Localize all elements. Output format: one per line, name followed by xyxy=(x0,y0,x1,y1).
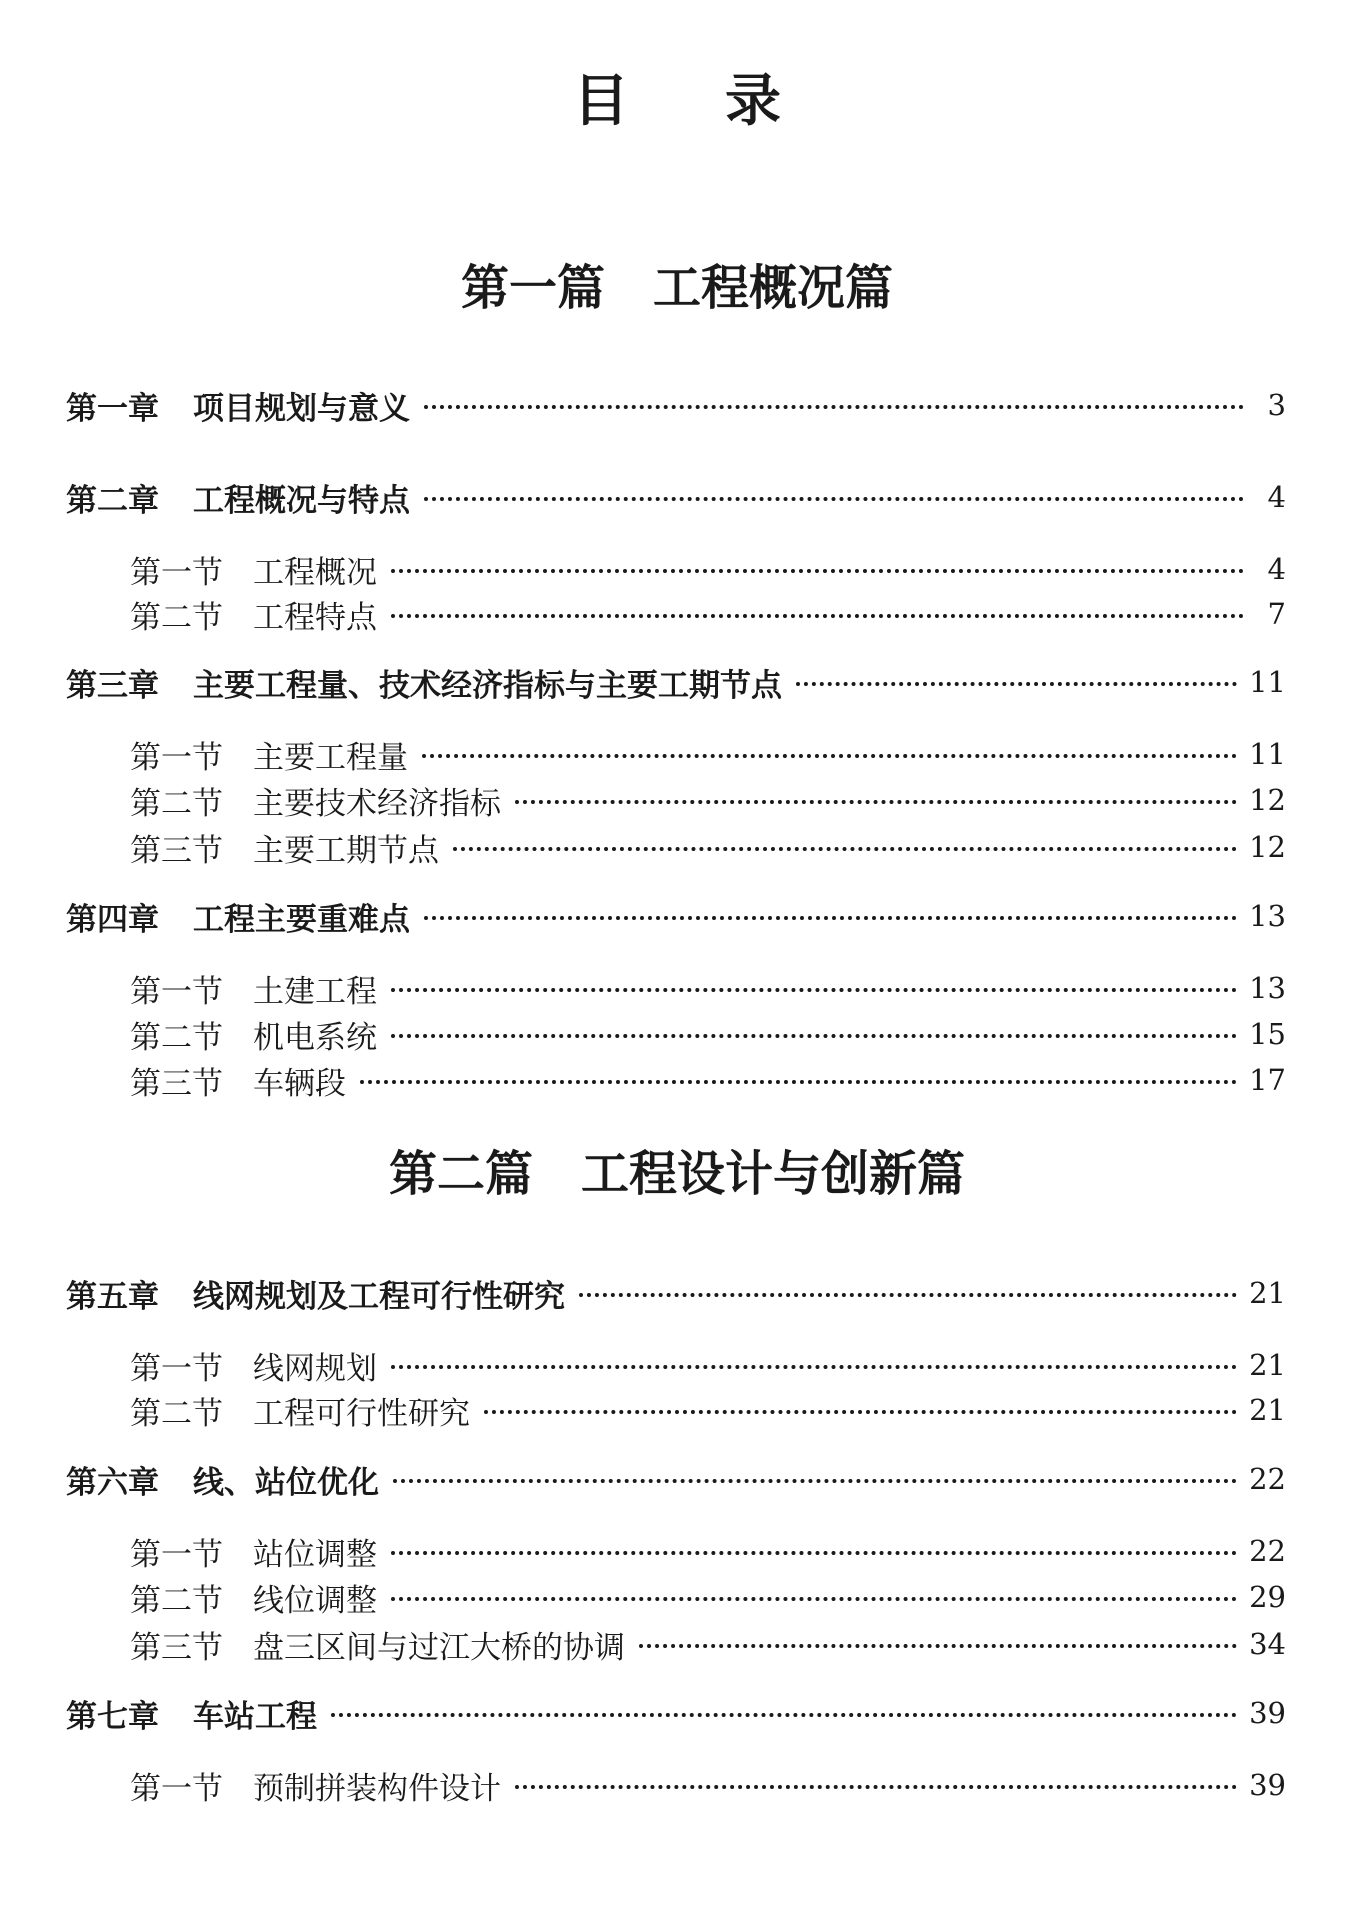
chapter-number: 第四章 xyxy=(66,901,159,938)
section-title: 预制拼装构件设计 xyxy=(253,1770,501,1807)
section-number: 第一节 xyxy=(130,1350,223,1387)
page-number: 39 xyxy=(1249,1768,1286,1802)
page-number: 21 xyxy=(1249,1348,1286,1382)
dot-leader xyxy=(453,847,1237,851)
section-title: 站位调整 xyxy=(253,1536,377,1573)
dot-leader xyxy=(391,1551,1237,1555)
part-name: 工程设计与创新篇 xyxy=(581,1146,966,1202)
dot-leader xyxy=(796,682,1237,686)
toc-chapter-row[interactable] xyxy=(66,476,1286,518)
section-number: 第一节 xyxy=(130,554,223,591)
dot-leader xyxy=(515,800,1237,804)
chapter-number: 第二章 xyxy=(66,482,159,519)
toc-section-row[interactable] xyxy=(130,967,1286,1009)
section-number: 第三节 xyxy=(130,832,223,869)
dot-leader xyxy=(391,1365,1237,1369)
chapter-title: 线网规划及工程可行性研究 xyxy=(193,1278,565,1315)
dot-leader xyxy=(331,1713,1237,1717)
dot-leader xyxy=(639,1644,1237,1648)
toc-section-row[interactable] xyxy=(130,1013,1286,1055)
page-number: 34 xyxy=(1249,1627,1286,1661)
dot-leader xyxy=(360,1080,1237,1084)
toc-section-row[interactable] xyxy=(130,733,1286,775)
toc-section-row[interactable] xyxy=(130,1576,1286,1618)
toc-section-row[interactable] xyxy=(130,548,1286,590)
section-number: 第一节 xyxy=(130,739,223,776)
dot-leader xyxy=(391,614,1244,618)
section-title: 线位调整 xyxy=(253,1582,377,1619)
page-number: 3 xyxy=(1267,388,1286,422)
page-number: 11 xyxy=(1249,665,1286,699)
section-title: 工程特点 xyxy=(253,599,377,636)
section-title: 盘三区间与过江大桥的协调 xyxy=(253,1629,625,1666)
dot-leader xyxy=(579,1293,1237,1297)
toc-chapter-row[interactable] xyxy=(66,661,1286,703)
page-number: 12 xyxy=(1249,830,1286,864)
toc-chapter-row[interactable] xyxy=(66,384,1286,426)
page-number: 17 xyxy=(1249,1063,1286,1097)
toc-section-row[interactable] xyxy=(130,826,1286,868)
section-title: 机电系统 xyxy=(253,1019,377,1056)
chapter-title: 工程概况与特点 xyxy=(193,482,410,519)
section-number: 第二节 xyxy=(130,785,223,822)
dot-leader xyxy=(515,1785,1237,1789)
page-title: 目录 xyxy=(573,69,877,134)
toc-chapter-row[interactable] xyxy=(66,895,1286,937)
toc-chapter-row[interactable] xyxy=(66,1692,1286,1734)
chapter-number: 第五章 xyxy=(66,1278,159,1315)
section-number: 第一节 xyxy=(130,1770,223,1807)
chapter-number: 第六章 xyxy=(66,1464,159,1501)
section-number: 第二节 xyxy=(130,1019,223,1056)
toc-section-row[interactable] xyxy=(130,1530,1286,1572)
section-title: 工程概况 xyxy=(253,554,377,591)
chapter-title: 车站工程 xyxy=(193,1698,317,1735)
toc-section-row[interactable] xyxy=(130,1389,1286,1431)
page-number: 22 xyxy=(1249,1462,1286,1496)
section-number: 第二节 xyxy=(130,1395,223,1432)
chapter-title: 线、站位优化 xyxy=(193,1464,379,1501)
section-title: 主要工期节点 xyxy=(253,832,439,869)
toc-section-row[interactable] xyxy=(130,1764,1286,1806)
section-number: 第二节 xyxy=(130,599,223,636)
dot-leader xyxy=(424,916,1237,920)
page-number: 12 xyxy=(1249,783,1286,817)
toc-chapter-row[interactable] xyxy=(66,1272,1286,1314)
page-number: 21 xyxy=(1249,1276,1286,1310)
chapter-title: 项目规划与意义 xyxy=(193,390,410,427)
section-title: 车辆段 xyxy=(253,1065,346,1102)
section-title: 主要技术经济指标 xyxy=(253,785,501,822)
section-title: 线网规划 xyxy=(253,1350,377,1387)
section-title: 工程可行性研究 xyxy=(253,1395,470,1432)
dot-leader xyxy=(424,497,1244,501)
toc-chapter-row[interactable] xyxy=(66,1458,1286,1500)
dot-leader xyxy=(422,754,1237,758)
section-title: 土建工程 xyxy=(253,973,377,1010)
part-title xyxy=(0,258,1354,318)
section-number: 第二节 xyxy=(130,1582,223,1619)
page-number: 7 xyxy=(1267,597,1286,631)
dot-leader xyxy=(391,1034,1237,1038)
page-number: 21 xyxy=(1249,1393,1286,1427)
page-number: 22 xyxy=(1249,1534,1286,1568)
dot-leader xyxy=(484,1410,1237,1414)
section-number: 第一节 xyxy=(130,973,223,1010)
page-number: 15 xyxy=(1249,1017,1286,1051)
page-number: 13 xyxy=(1249,899,1286,933)
page-number: 4 xyxy=(1267,552,1286,586)
dot-leader xyxy=(391,988,1237,992)
chapter-title: 主要工程量、技术经济指标与主要工期节点 xyxy=(193,667,782,704)
dot-leader xyxy=(391,1597,1237,1601)
toc-section-row[interactable] xyxy=(130,1059,1286,1101)
part-number: 第一篇 xyxy=(460,260,605,316)
page-number: 39 xyxy=(1249,1696,1286,1730)
toc-section-row[interactable] xyxy=(130,593,1286,635)
toc-section-row[interactable] xyxy=(130,1623,1286,1665)
chapter-number: 第一章 xyxy=(66,390,159,427)
section-title: 主要工程量 xyxy=(253,739,408,776)
section-number: 第一节 xyxy=(130,1536,223,1573)
part-number: 第二篇 xyxy=(388,1146,533,1202)
chapter-number: 第七章 xyxy=(66,1698,159,1735)
dot-leader xyxy=(424,405,1244,409)
page-number: 11 xyxy=(1249,737,1286,771)
section-number: 第三节 xyxy=(130,1065,223,1102)
part-title xyxy=(0,1144,1354,1204)
section-number: 第三节 xyxy=(130,1629,223,1666)
page-number: 4 xyxy=(1267,480,1286,514)
dot-leader xyxy=(391,569,1244,573)
toc-section-row[interactable] xyxy=(130,779,1286,821)
part-name: 工程概况篇 xyxy=(653,260,894,316)
page-number: 13 xyxy=(1249,971,1286,1005)
dot-leader xyxy=(393,1479,1237,1483)
page-number: 29 xyxy=(1249,1580,1286,1614)
toc-section-row[interactable] xyxy=(130,1344,1286,1386)
chapter-title: 工程主要重难点 xyxy=(193,901,410,938)
chapter-number: 第三章 xyxy=(66,667,159,704)
